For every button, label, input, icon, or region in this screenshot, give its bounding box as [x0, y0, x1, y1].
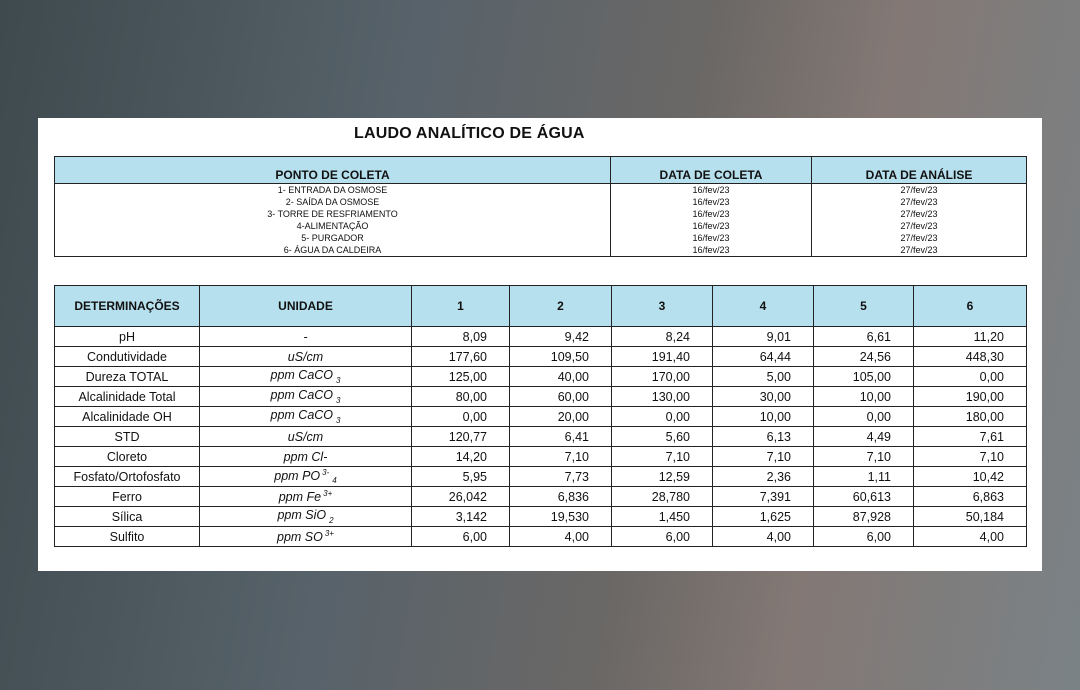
- value-sample-5: 6,61: [814, 327, 914, 347]
- value-sample-6: 7,10: [914, 447, 1027, 467]
- value-sample-5: 87,928: [814, 507, 914, 527]
- col-header-sample-1: 1: [412, 286, 510, 327]
- value-sample-3: 130,00: [612, 387, 713, 407]
- unit-superscript: 3+: [323, 488, 333, 498]
- value-sample-6: 0,00: [914, 367, 1027, 387]
- unit-cell: [200, 447, 412, 467]
- value-sample-5: 105,00: [814, 367, 914, 387]
- value-sample-3: 170,00: [612, 367, 713, 387]
- results-row: [55, 527, 1027, 547]
- points-header-row: [55, 157, 1027, 184]
- point-name: 2- SAÍDA DA OSMOSE: [55, 196, 611, 208]
- unit-text: ppm Fe: [278, 490, 322, 505]
- value-sample-5: 10,00: [814, 387, 914, 407]
- col-header-sample-4: 4: [713, 286, 814, 327]
- determination-name: Fosfato/Ortofosfato: [55, 467, 200, 487]
- value-sample-5: 24,56: [814, 347, 914, 367]
- determination-name: Alcalinidade OH: [55, 407, 200, 427]
- determination-name: Sílica: [55, 507, 200, 527]
- points-row: [55, 220, 1027, 232]
- col-header-unit: UNIDADE: [200, 286, 412, 327]
- results-row: [55, 327, 1027, 347]
- value-sample-3: 8,24: [612, 327, 713, 347]
- col-header-sample-6: 6: [914, 286, 1027, 327]
- value-sample-6: 448,30: [914, 347, 1027, 367]
- value-sample-5: 6,00: [814, 527, 914, 547]
- value-sample-1: 6,00: [412, 527, 510, 547]
- unit-text: uS/cm: [287, 429, 324, 444]
- value-sample-1: 5,95: [412, 467, 510, 487]
- analysis-date: 27/fev/23: [812, 184, 1027, 197]
- value-sample-2: 9,42: [510, 327, 612, 347]
- value-sample-1: 8,09: [412, 327, 510, 347]
- unit-text: -: [303, 329, 308, 344]
- collection-date: 16/fev/23: [611, 244, 812, 257]
- results-row: [55, 487, 1027, 507]
- value-sample-4: 9,01: [713, 327, 814, 347]
- determination-name: Condutividade: [55, 347, 200, 367]
- value-sample-3: 12,59: [612, 467, 713, 487]
- unit-cell: [200, 327, 412, 347]
- results-row: [55, 427, 1027, 447]
- unit-text: ppm SiO: [277, 508, 327, 523]
- col-header-determination: DETERMINAÇÕES: [55, 286, 200, 327]
- analysis-date: 27/fev/23: [812, 208, 1027, 220]
- value-sample-6: 11,20: [914, 327, 1027, 347]
- unit-subscript: 3: [336, 395, 341, 405]
- value-sample-1: 3,142: [412, 507, 510, 527]
- results-row: [55, 407, 1027, 427]
- value-sample-3: 28,780: [612, 487, 713, 507]
- unit-subscript: 2: [329, 515, 334, 525]
- results-row: [55, 367, 1027, 387]
- value-sample-2: 4,00: [510, 527, 612, 547]
- unit-text: ppm CaCO: [270, 368, 334, 383]
- report-title: LAUDO ANALÍTICO DE ÁGUA: [354, 125, 585, 142]
- col-header-analysis-date: DATA DE ANÁLISE: [812, 157, 1027, 184]
- determination-name: Ferro: [55, 487, 200, 507]
- unit-superscript: 3+: [324, 528, 334, 538]
- analysis-date: 27/fev/23: [812, 196, 1027, 208]
- results-header-row: [55, 286, 1027, 327]
- value-sample-3: 7,10: [612, 447, 713, 467]
- unit-cell: [200, 387, 412, 407]
- results-row: [55, 347, 1027, 367]
- col-header-collection-date: DATA DE COLETA: [611, 157, 812, 184]
- results-row: [55, 447, 1027, 467]
- col-header-sample-2: 2: [510, 286, 612, 327]
- value-sample-6: 50,184: [914, 507, 1027, 527]
- points-row: [55, 208, 1027, 220]
- value-sample-3: 6,00: [612, 527, 713, 547]
- unit-superscript: 3-: [322, 467, 330, 477]
- value-sample-2: 19,530: [510, 507, 612, 527]
- points-row: [55, 196, 1027, 208]
- unit-cell: [200, 347, 412, 367]
- value-sample-6: 180,00: [914, 407, 1027, 427]
- value-sample-4: 30,00: [713, 387, 814, 407]
- results-table: [54, 285, 1027, 547]
- value-sample-5: 1,11: [814, 467, 914, 487]
- value-sample-1: 0,00: [412, 407, 510, 427]
- unit-subscript: 4: [332, 476, 337, 486]
- results-row: [55, 387, 1027, 407]
- value-sample-1: 120,77: [412, 427, 510, 447]
- col-header-sample-3: 3: [612, 286, 713, 327]
- value-sample-2: 109,50: [510, 347, 612, 367]
- value-sample-2: 40,00: [510, 367, 612, 387]
- point-name: 6- ÁGUA DA CALDEIRA: [55, 244, 611, 257]
- col-header-sample-5: 5: [814, 286, 914, 327]
- unit-text: ppm PO: [274, 468, 321, 483]
- collection-date: 16/fev/23: [611, 184, 812, 197]
- report-sheet: [38, 118, 1042, 571]
- value-sample-6: 7,61: [914, 427, 1027, 447]
- collection-date: 16/fev/23: [611, 208, 812, 220]
- value-sample-3: 5,60: [612, 427, 713, 447]
- analysis-date: 27/fev/23: [812, 220, 1027, 232]
- value-sample-1: 14,20: [412, 447, 510, 467]
- collection-date: 16/fev/23: [611, 232, 812, 244]
- point-name: 3- TORRE DE RESFRIAMENTO: [55, 208, 611, 220]
- value-sample-5: 4,49: [814, 427, 914, 447]
- unit-text: ppm CaCO: [270, 388, 334, 403]
- value-sample-2: 60,00: [510, 387, 612, 407]
- points-row: [55, 232, 1027, 244]
- results-row: [55, 467, 1027, 487]
- unit-cell: [200, 367, 412, 387]
- determination-name: pH: [55, 327, 200, 347]
- unit-cell: [200, 467, 412, 487]
- unit-cell: [200, 427, 412, 447]
- collection-date: 16/fev/23: [611, 220, 812, 232]
- determination-name: STD: [55, 427, 200, 447]
- value-sample-4: 1,625: [713, 507, 814, 527]
- value-sample-4: 4,00: [713, 527, 814, 547]
- value-sample-2: 6,836: [510, 487, 612, 507]
- unit-subscript: 3: [336, 415, 341, 425]
- value-sample-5: 0,00: [814, 407, 914, 427]
- value-sample-3: 191,40: [612, 347, 713, 367]
- unit-cell: [200, 527, 412, 547]
- determination-name: Dureza TOTAL: [55, 367, 200, 387]
- collection-date: 16/fev/23: [611, 196, 812, 208]
- value-sample-1: 177,60: [412, 347, 510, 367]
- value-sample-4: 10,00: [713, 407, 814, 427]
- value-sample-1: 125,00: [412, 367, 510, 387]
- point-name: 4-ALIMENTAÇÃO: [55, 220, 611, 232]
- value-sample-6: 190,00: [914, 387, 1027, 407]
- determination-name: Alcalinidade Total: [55, 387, 200, 407]
- value-sample-1: 26,042: [412, 487, 510, 507]
- value-sample-2: 20,00: [510, 407, 612, 427]
- unit-text: ppm SO: [277, 530, 323, 545]
- analysis-date: 27/fev/23: [812, 244, 1027, 257]
- points-row: [55, 184, 1027, 197]
- point-name: 1- ENTRADA DA OSMOSE: [55, 184, 611, 197]
- collection-points-table: [54, 156, 1027, 257]
- determination-name: Cloreto: [55, 447, 200, 467]
- value-sample-4: 64,44: [713, 347, 814, 367]
- value-sample-2: 7,10: [510, 447, 612, 467]
- value-sample-4: 7,10: [713, 447, 814, 467]
- value-sample-4: 6,13: [713, 427, 814, 447]
- value-sample-5: 7,10: [814, 447, 914, 467]
- points-row: [55, 244, 1027, 257]
- value-sample-4: 5,00: [713, 367, 814, 387]
- unit-text: ppm Cl-: [283, 449, 328, 464]
- value-sample-5: 60,613: [814, 487, 914, 507]
- value-sample-3: 0,00: [612, 407, 713, 427]
- unit-cell: [200, 407, 412, 427]
- value-sample-2: 6,41: [510, 427, 612, 447]
- unit-cell: [200, 507, 412, 527]
- value-sample-1: 80,00: [412, 387, 510, 407]
- determination-name: Sulfito: [55, 527, 200, 547]
- value-sample-6: 6,863: [914, 487, 1027, 507]
- value-sample-2: 7,73: [510, 467, 612, 487]
- point-name: 5- PURGADOR: [55, 232, 611, 244]
- value-sample-3: 1,450: [612, 507, 713, 527]
- unit-cell: [200, 487, 412, 507]
- value-sample-6: 4,00: [914, 527, 1027, 547]
- unit-text: ppm CaCO: [270, 408, 334, 423]
- value-sample-6: 10,42: [914, 467, 1027, 487]
- analysis-date: 27/fev/23: [812, 232, 1027, 244]
- unit-subscript: 3: [336, 375, 341, 385]
- col-header-point: PONTO DE COLETA: [55, 157, 611, 184]
- unit-text: uS/cm: [287, 349, 324, 364]
- value-sample-4: 7,391: [713, 487, 814, 507]
- value-sample-4: 2,36: [713, 467, 814, 487]
- results-row: [55, 507, 1027, 527]
